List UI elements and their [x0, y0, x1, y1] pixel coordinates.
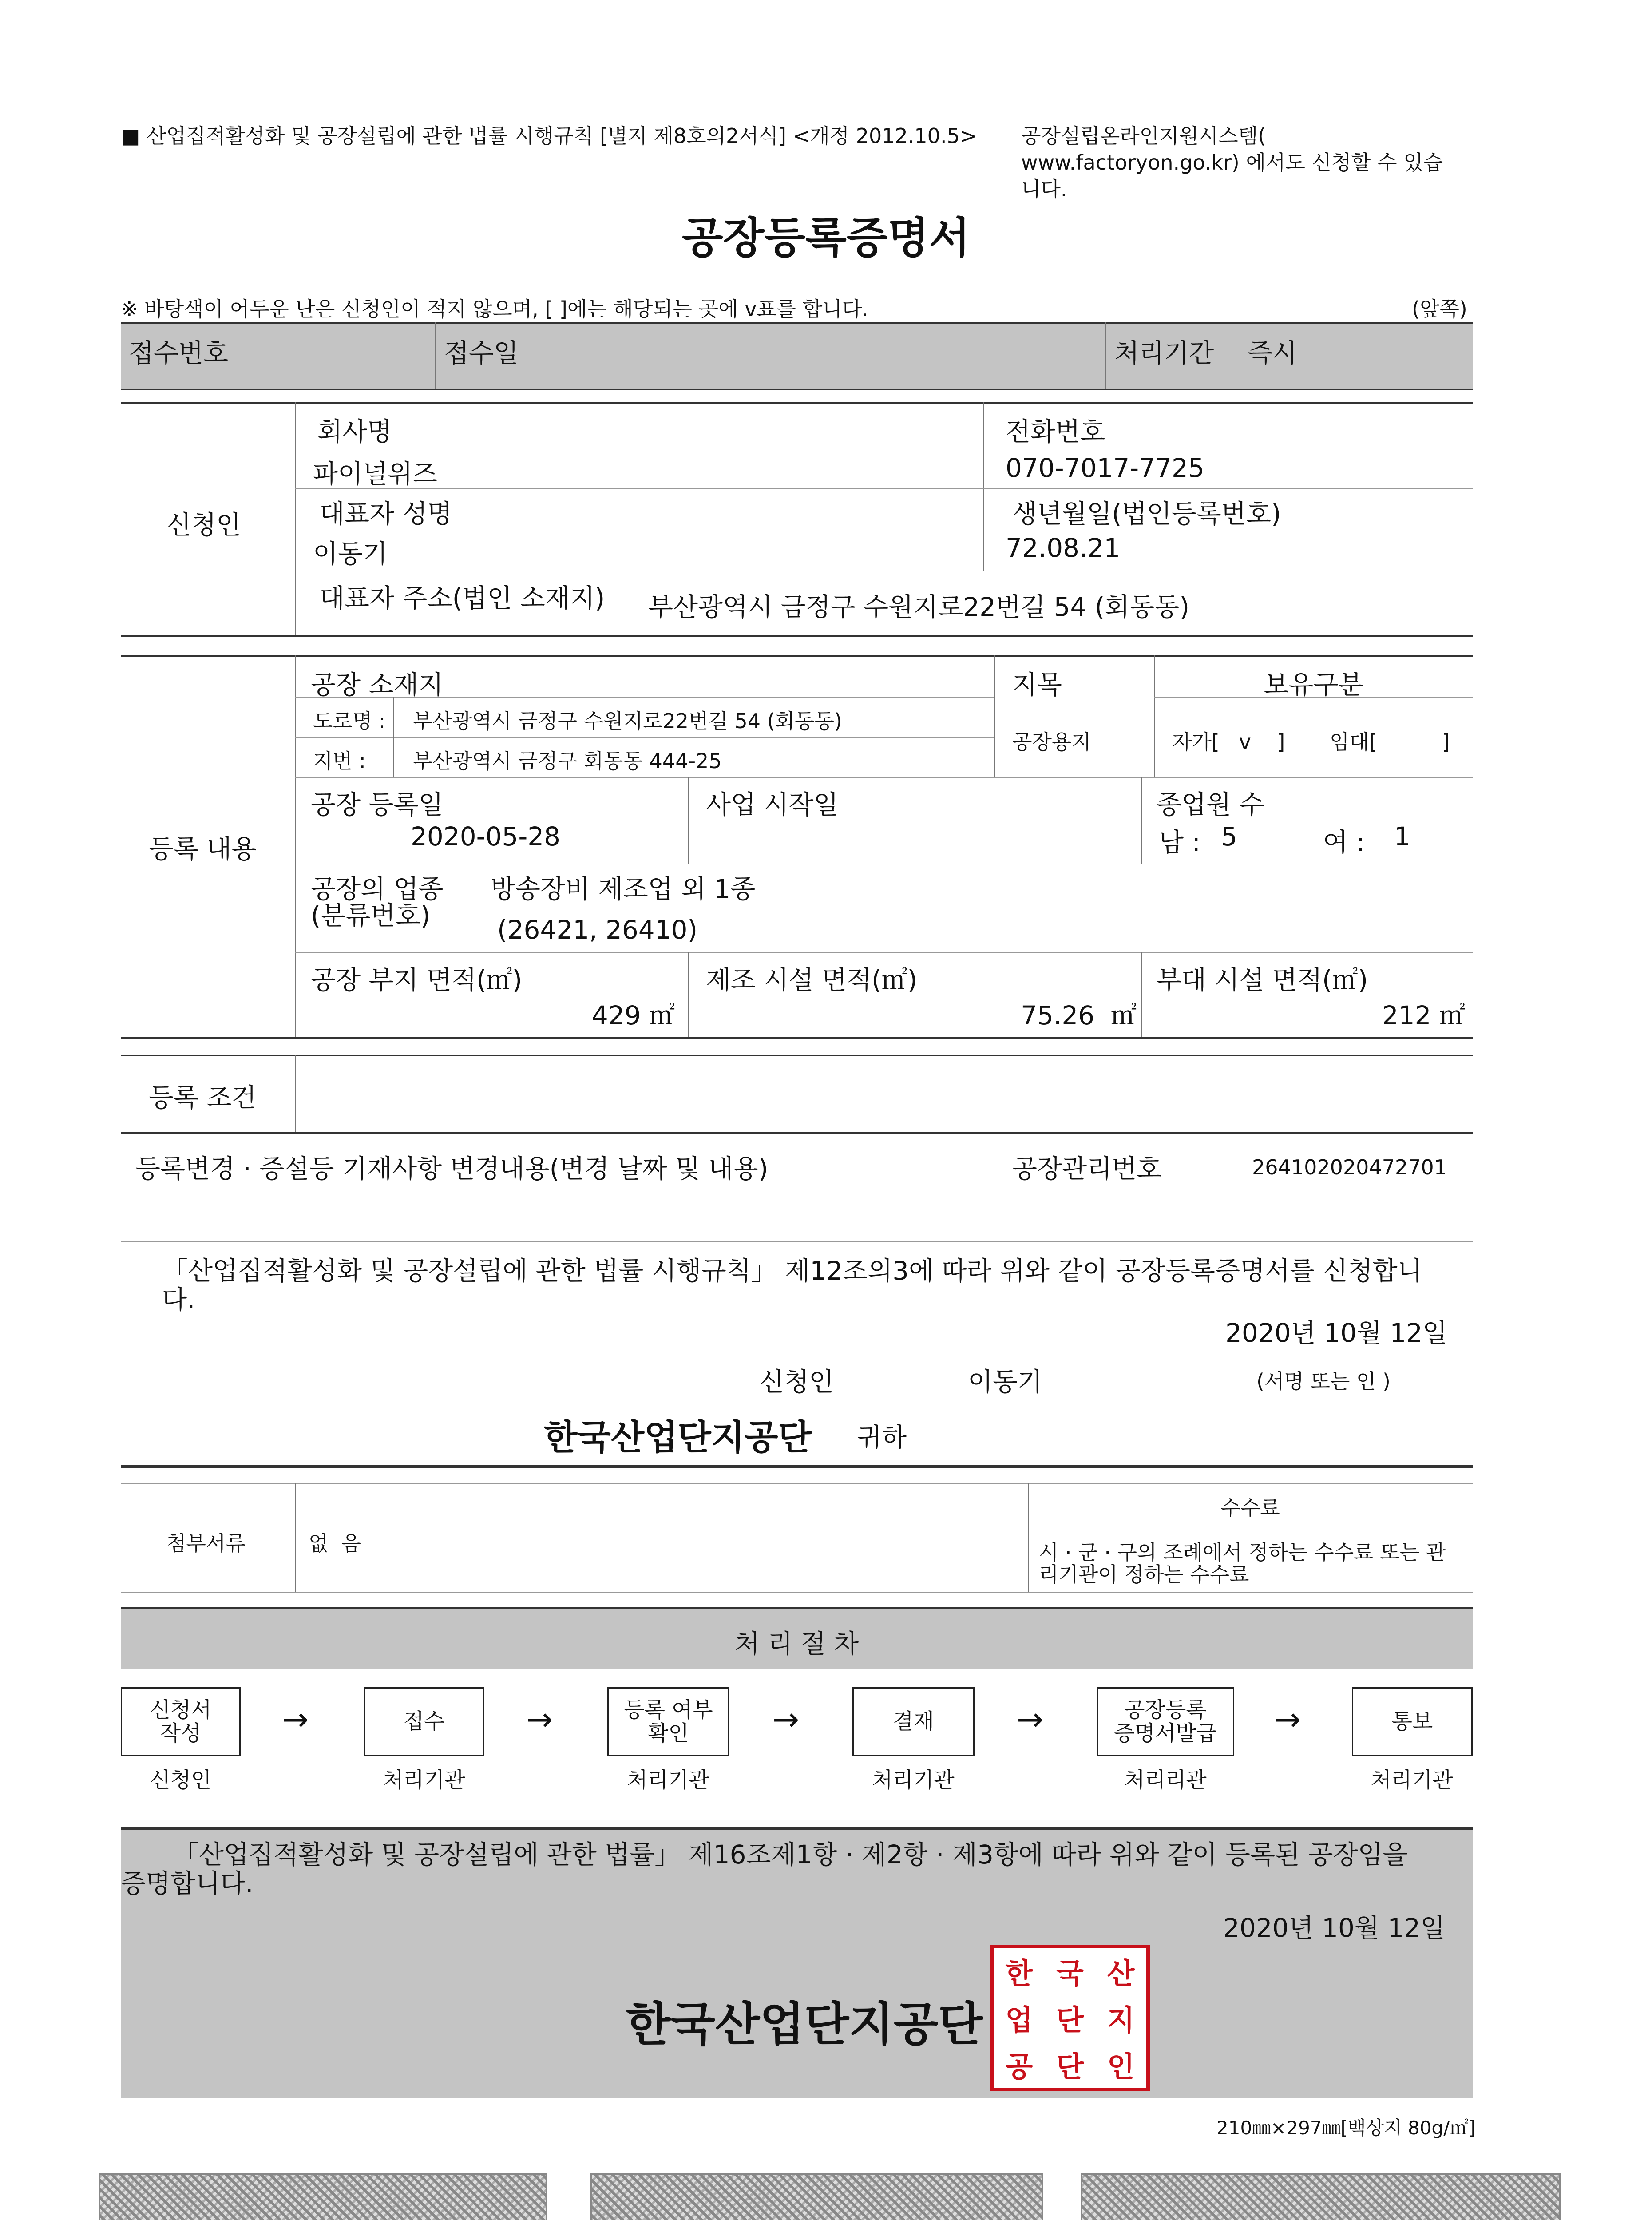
rep-name-value: 이동기 [313, 539, 388, 569]
issuer-name: 한국산업단지공단 [626, 1997, 983, 2051]
application-statement-1: 「산업집적활성화 및 공장설립에 관한 법률 시행규칙」 제12조의3에 따라 위와 같이 공장등록증명서를 신청합니 [162, 1256, 1422, 1286]
arrow-icon: → [282, 1701, 309, 1738]
own-checkbox[interactable]: 자가[ v ] [1172, 730, 1285, 754]
applicant-section-label: 신청인 [166, 510, 242, 540]
step-approval-box: 결재 [852, 1687, 975, 1756]
paper-spec: 210㎜×297㎜[백상지 80g/㎡] [1216, 2117, 1476, 2139]
arrow-icon: → [773, 1701, 800, 1738]
start-date-label: 사업 시작일 [706, 789, 839, 820]
processing-period-value: 즉시 [1248, 338, 1298, 368]
industry-code-label: (분류번호) [311, 900, 431, 931]
procedure-title: 처 리 절 차 [734, 1629, 859, 1659]
arrow-icon: → [526, 1701, 553, 1738]
industry-value: 방송장비 제조업 외 1종 [491, 874, 756, 904]
step-receipt-box: 접수 [364, 1687, 484, 1756]
applicant-sign-name: 이동기 [968, 1367, 1043, 1397]
female-count: 1 [1394, 821, 1410, 852]
step-actor-6: 처리기관 [1371, 1768, 1453, 1792]
recipient-suffix: 귀하 [857, 1422, 907, 1452]
male-label: 남 : [1159, 827, 1201, 857]
fee-text-1: 시 · 군 · 구의 조례에서 정하는 수수료 또는 관 [1039, 1540, 1446, 1564]
reg-date-label: 공장 등록일 [311, 789, 444, 820]
industry-code-value: (26421, 26410) [497, 915, 698, 945]
employees-label: 종업원 수 [1157, 789, 1264, 820]
phone-value: 070-7017-7725 [1006, 453, 1204, 483]
recipient-name: 한국산업단지공단 [544, 1418, 812, 1458]
aux-area-value: 212 ㎡ [1382, 1000, 1465, 1031]
receipt-number-label: 접수번호 [129, 338, 229, 368]
company-value: 파이널위즈 [313, 459, 438, 489]
attachments-value: 없 음 [309, 1531, 361, 1555]
mgmt-number-label: 공장관리번호 [1012, 1154, 1162, 1184]
fee-label: 수수료 [1220, 1496, 1280, 1520]
road-label: 도로명 : [313, 709, 386, 733]
arrow-icon: → [1274, 1701, 1301, 1738]
legal-basis: ■ 산업집적활성화 및 공장설립에 관한 법률 시행규칙 [별지 제8호의2서식] <개정 2012.10.5> [121, 124, 977, 148]
application-statement-2: 다. [162, 1284, 195, 1315]
certification-date: 2020년 10월 12일 [1223, 1913, 1446, 1943]
side-label: (앞쪽) [1412, 297, 1467, 321]
site-area-label: 공장 부지 면적(㎡) [311, 965, 523, 995]
birth-value: 72.08.21 [1006, 533, 1121, 563]
certification-statement-1: 「산업집적활성화 및 공장설립에 관한 법률」 제16조제1항 · 제2항 · 제3항에 따라 위와 같이 등록된 공장임을 [173, 1839, 1408, 1870]
online-note-1: 공장설립온라인지원시스템( [1021, 124, 1266, 148]
mfg-area-value: 75.26 ㎡ [1021, 1000, 1137, 1031]
ownership-label: 보유구분 [1264, 670, 1363, 700]
application-date: 2020년 10월 12일 [1225, 1318, 1448, 1348]
attachments-label: 첨부서류 [166, 1531, 246, 1555]
lease-checkbox[interactable]: 임대[ ] [1330, 730, 1450, 754]
mfg-area-label: 제조 시설 면적(㎡) [706, 965, 918, 995]
rep-name-label: 대표자 성명 [320, 499, 452, 529]
barcode-3-icon [1081, 2173, 1561, 2220]
aux-area-label: 부대 시설 면적(㎡) [1157, 965, 1368, 995]
sign-note: (서명 또는 인 ) [1256, 1369, 1391, 1393]
industry-label: 공장의 업종 [311, 874, 444, 904]
male-count: 5 [1221, 821, 1237, 852]
reg-date-value: 2020-05-28 [411, 821, 561, 852]
step-actor-1: 신청인 [150, 1768, 212, 1792]
processing-period-label: 처리기간 [1114, 338, 1214, 368]
certification-statement-2: 증명합니다. [121, 1868, 254, 1899]
conditions-label: 등록 조건 [149, 1082, 257, 1113]
birth-label: 생년월일(법인등록번호) [1012, 499, 1281, 529]
mgmt-number-value: 264102020472701 [1252, 1155, 1447, 1179]
registration-section-label: 등록 내용 [149, 834, 257, 864]
online-note-2: www.factoryon.go.kr) 에서도 신청할 수 있습 [1021, 151, 1443, 174]
barcode-1-icon [99, 2173, 547, 2220]
company-label: 회사명 [317, 416, 392, 447]
applicant-sign-label: 신청인 [759, 1367, 834, 1397]
step-actor-5: 처리리관 [1124, 1768, 1207, 1792]
step-actor-2: 처리기관 [383, 1768, 465, 1792]
step-notify-box: 통보 [1352, 1687, 1473, 1756]
rep-address-label: 대표자 주소(법인 소재지) [320, 583, 605, 613]
rep-address-value: 부산광역시 금정구 수원지로22번길 54 (회동동) [648, 592, 1190, 622]
step-actor-3: 처리기관 [627, 1768, 709, 1792]
notice-text: ※ 바탕색이 어두운 난은 신청인이 적지 않으며, [ ]에는 해당되는 곳에 v표를 합니다. [121, 297, 868, 321]
site-area-value: 429 ㎡ [591, 1000, 675, 1031]
step-issue-box: 공장등록 증명서발급 [1097, 1687, 1234, 1756]
female-label: 여 : [1323, 827, 1365, 857]
barcode-2-icon [590, 2173, 1043, 2220]
land-category-label: 지목 [1012, 670, 1062, 700]
step-application-box: 신청서 작성 [121, 1687, 241, 1756]
page-title: 공장등록증명서 [681, 213, 971, 263]
step-actor-4: 처리기관 [872, 1768, 955, 1792]
online-note-3: 니다. [1021, 177, 1067, 201]
factory-location-label: 공장 소재지 [311, 670, 444, 700]
changes-label: 등록변경 · 증설등 기재사항 변경내용(변경 날짜 및 내용) [135, 1154, 769, 1184]
lot-label: 지번 : [313, 749, 366, 773]
fee-text-2: 리기관이 정하는 수수료 [1039, 1562, 1249, 1586]
land-category-value: 공장용지 [1012, 730, 1091, 754]
road-address: 부산광역시 금정구 수원지로22번길 54 (회동동) [413, 709, 842, 733]
phone-label: 전화번호 [1006, 416, 1105, 447]
lot-address: 부산광역시 금정구 회동동 444-25 [413, 749, 722, 773]
official-seal-icon: 한 국 산 업 단 지 공 단 인 [990, 1945, 1150, 2091]
receipt-date-label: 접수일 [444, 338, 519, 368]
step-review-box: 등록 여부 확인 [607, 1687, 729, 1756]
arrow-icon: → [1017, 1701, 1044, 1738]
